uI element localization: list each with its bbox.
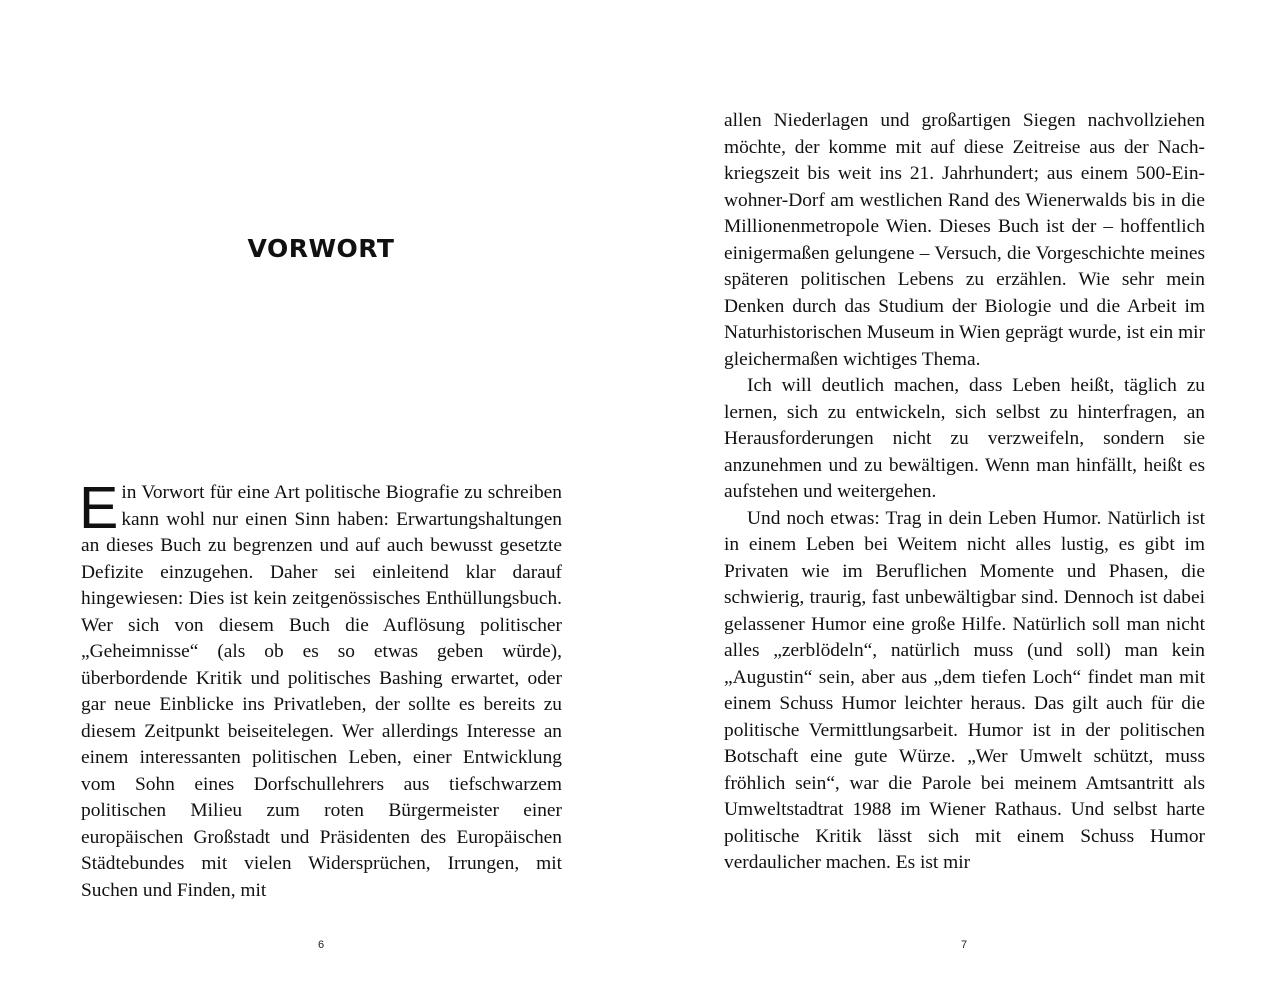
drop-cap: E [79,475,119,541]
right-page [643,0,1285,1000]
left-page [0,0,642,1000]
right-page-text [724,108,1205,877]
paragraph-text: in Vorwort für eine Art politische Biografie zu schreiben kann wohl nur einen Sinn haben: Erwartungshaltungen an dieses Buch zu begrenzen und auf auch bewusst gesetzte Defizite einzugehen. Daher sei einleitend klar darauf hingewiesen: Dies ist kein zeitgenössisches Enthüllungsbuch. Wer sich von diesem Buch die Auflösung politischer „Geheimnisse“ (als ob es so etwas geben würde), überbordende Kritik und politisches Bashing erwartet, oder gar neue Einblicke ins Privatleben, der sollte es bereits zu diesem Zeitpunkt beiseitelegen. Wer allerdings Interesse an einem interessanten politischen Leben, einer Entwicklung vom Sohn eines Dorfschullehrers aus tiefschwarzem politischen Milieu zum roten Bürgermeister einer europäischen Großstadt und Präsidenten des Europäischen Städtebundes mit vielen Widersprüchen, Irrungen, mit Suchen und Finden, mit [81,482,562,901]
paragraph: Ich will deutlich machen, dass Leben heißt, täglich zu lernen, sich zu entwickeln, sich selbst zu hinterfragen, an Herausforderungen nicht zu verzweifeln, sondern sie anzunehmen und zu bewältigen. Wenn man hinfällt, heißt es aufstehen und weitergehen. [724,375,1205,502]
page-number-left: 6 [317,939,325,951]
left-page-text [79,475,562,904]
paragraph: allen Niederlagen und großartigen Siegen nachvollziehen möchte, der komme mit auf diese Zeitreise aus der Nachkriegszeit bis weit ins 21. Jahrhundert; aus einem 500-Einwohner-Dorf am westlichen Rand des Wienerwalds bis in die Millionenmetropole Wien. Dieses Buch ist der – hoffentlich einigermaßen gelungene – Versuch, die Vorgeschichte meines späteren politischen Lebens zu erzählen. Wie sehr mein Denken durch das Studium der Biologie und die Arbeit im Naturhistorischen Museum in Wien geprägt wurde, ist ein mir gleichermaßen wichtiges Thema. [724,110,1205,370]
paragraph: Und noch etwas: Trag in dein Leben Humor. Natürlich ist in einem Leben bei Weitem nicht alles lustig, es gibt im Privaten wie im Beruflichen Momente und Phasen, die schwierig, traurig, fast unbewältigbar sind. Dennoch ist dabei gelassener Humor eine große Hilfe. Natürlich soll man nicht alles „zerblödeln“, natürlich muss (und soll) man kein „Augustin“ sein, aber aus „dem tiefen Loch“ findet man mit einem Schuss Humor leichter heraus. Das gilt auch für die politische Vermittlungsarbeit. Humor ist in der politischen Botschaft eine gute Würze. „Wer Umwelt schützt, muss fröhlich sein“, war die Parole bei meinem Amtsantritt als Umweltstadtrat 1988 im Wiener Rathaus. Und selbst harte politische Kritik lässt sich mit einem Schuss Humor verdaulicher machen. Es ist mir [724,507,1205,873]
page-number-right: 7 [960,939,968,951]
chapter-heading: VORWORT [247,234,395,263]
paragraph [79,475,562,904]
